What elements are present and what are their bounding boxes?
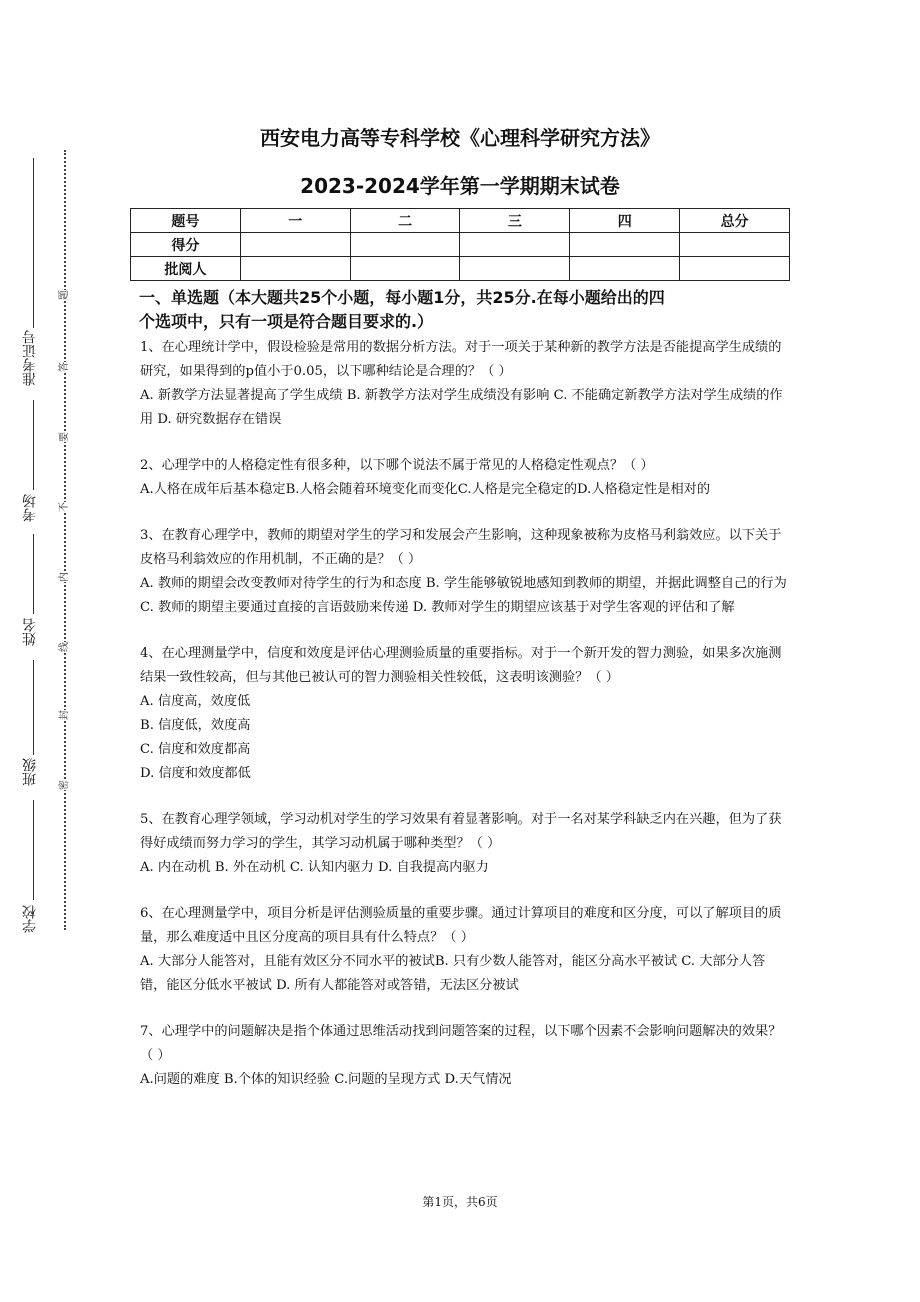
exam-subtitle: 2023-2024学年第一学期期末试卷	[300, 174, 620, 198]
option-d: D. 信度和效度都低	[140, 766, 251, 781]
seal-line	[64, 150, 66, 930]
field-underline	[33, 800, 34, 900]
question-7	[140, 1020, 790, 1092]
question-2	[140, 454, 790, 502]
seal-char: 线	[59, 642, 70, 652]
score-table	[130, 208, 790, 281]
grader-cell[interactable]	[570, 257, 680, 281]
grader-cell[interactable]	[680, 257, 790, 281]
col-header: 四	[570, 209, 680, 233]
field-underline	[33, 158, 34, 328]
score-row	[131, 233, 790, 257]
grader-row	[131, 257, 790, 281]
page-footer: 第1页，共6页	[422, 1195, 498, 1209]
question-options: A. 内在动机 B. 外在动机 C. 认知内驱力 D. 自我提高内驱力	[140, 860, 489, 875]
class-label: 班级	[22, 758, 38, 786]
question-stem: 4、在心理测量学中，信度和效度是评估心理测验质量的重要指标。对于一个新开发的智力测验，如果多次施测结果一致性较高，但与其他已被认可的智力测验相关性较低，这表明该测验？（ ）	[140, 646, 782, 685]
exam-number-label: 准考证号	[22, 330, 38, 386]
section-heading	[140, 286, 790, 334]
question-options: A. 新教学方法显著提高了学生成绩 B. 新教学方法对学生成绩没有影响 C. 不能确定新教学方法对学生成绩的作用 D. 研究数据存在错误	[140, 388, 783, 427]
seal-char: 答	[59, 362, 70, 372]
binding-margin	[0, 0, 80, 1302]
question-stem: 7、心理学中的问题解决是指个体通过思维活动找到问题答案的过程，以下哪个因素不会影响问题解决的效果？（ ）	[140, 1024, 782, 1063]
score-table-header-row	[131, 209, 790, 233]
name-label: 姓名	[22, 618, 38, 646]
grader-cell[interactable]	[460, 257, 570, 281]
exam-content	[140, 286, 790, 1092]
field-underline	[33, 534, 34, 614]
score-cell[interactable]	[570, 233, 680, 257]
col-header: 一	[240, 209, 350, 233]
score-cell[interactable]	[460, 233, 570, 257]
option-b: B. 信度低，效度高	[140, 718, 251, 733]
seal-char: 密	[59, 780, 70, 790]
row-label: 得分	[131, 233, 241, 257]
section-title-line2: 个选项中，只有一项是符合题目要求的.）	[139, 312, 434, 331]
question-stem: 2、心理学中的人格稳定性有很多种，以下哪个说法不属于常见的人格稳定性观点？（ ）	[140, 458, 654, 473]
question-5	[140, 808, 790, 880]
exam-title: 西安电力高等专科学校《心理科学研究方法》	[260, 126, 660, 150]
col-header: 题号	[131, 209, 241, 233]
option-a: A. 信度高，效度低	[140, 694, 251, 709]
question-3	[140, 524, 790, 620]
option-c: C. 信度和效度都高	[140, 742, 251, 757]
row-label: 批阅人	[131, 257, 241, 281]
score-cell[interactable]	[680, 233, 790, 257]
question-stem: 6、在心理测量学中，项目分析是评估测验质量的重要步骤。通过计算项目的难度和区分度，可以了解项目的质量，那么难度适中且区分度高的项目具有什么特点？（ ）	[140, 906, 782, 945]
question-options: A.人格在成年后基本稳定B.人格会随着环境变化而变化C.人格是完全稳定的D.人格稳定性是相对的	[140, 482, 711, 497]
question-options: A.问题的难度 B.个体的知识经验 C.问题的呈现方式 D.天气情况	[140, 1072, 512, 1087]
exam-room-label: 考场	[22, 494, 38, 522]
field-underline	[33, 660, 34, 755]
question-stem: 1、在心理统计学中，假设检验是常用的数据分析方法。对于一项关于某种新的教学方法是否能提高学生成绩的研究，如果得到的p值小于0.05，以下哪种结论是合理的？（ ）	[140, 340, 782, 379]
question-options: A. 教师的期望会改变教师对待学生的行为和态度 B. 学生能够敏锐地感知到教师的期望，并据此调整自己的行为 C. 教师的期望主要通过直接的言语鼓励来传递 D. 教师对学生的期望应该基于对学生客观的评估和了解	[140, 576, 787, 615]
grader-cell[interactable]	[350, 257, 460, 281]
seal-char: 题	[59, 290, 70, 300]
question-6	[140, 902, 790, 998]
question-stem: 5、在教育心理学领域，学习动机对学生的学习效果有着显著影响。对于一名对某学科缺乏内在兴趣，但为了获得好成绩而努力学习的学生，其学习动机属于哪种类型？（ ）	[140, 812, 782, 851]
question-4	[140, 642, 790, 786]
col-header: 三	[460, 209, 570, 233]
score-cell[interactable]	[350, 233, 460, 257]
seal-char: 封	[59, 710, 70, 720]
section-title-line1: 一、单选题（本大题共25个小题，每小题1分，共25分.在每小题给出的四	[139, 288, 665, 307]
question-1	[140, 336, 790, 432]
field-underline	[33, 400, 34, 490]
question-options: A. 大部分人能答对，且能有效区分不同水平的被试B. 只有少数人能答对，能区分高水平被试 C. 大部分人答错，能区分低水平被试 D. 所有人都能答对或答错，无法区分被试	[140, 954, 766, 993]
grader-cell[interactable]	[240, 257, 350, 281]
col-header: 二	[350, 209, 460, 233]
seal-char: 不	[59, 502, 70, 512]
col-header: 总分	[680, 209, 790, 233]
question-stem: 3、在教育心理学中，教师的期望对学生的学习和发展会产生影响，这种现象被称为皮格马利翁效应。以下关于皮格马利翁效应的作用机制，不正确的是？（ ）	[140, 528, 782, 567]
seal-char: 要	[59, 432, 70, 442]
score-cell[interactable]	[240, 233, 350, 257]
seal-char: 内	[59, 572, 70, 582]
school-label: 学校	[22, 905, 38, 933]
